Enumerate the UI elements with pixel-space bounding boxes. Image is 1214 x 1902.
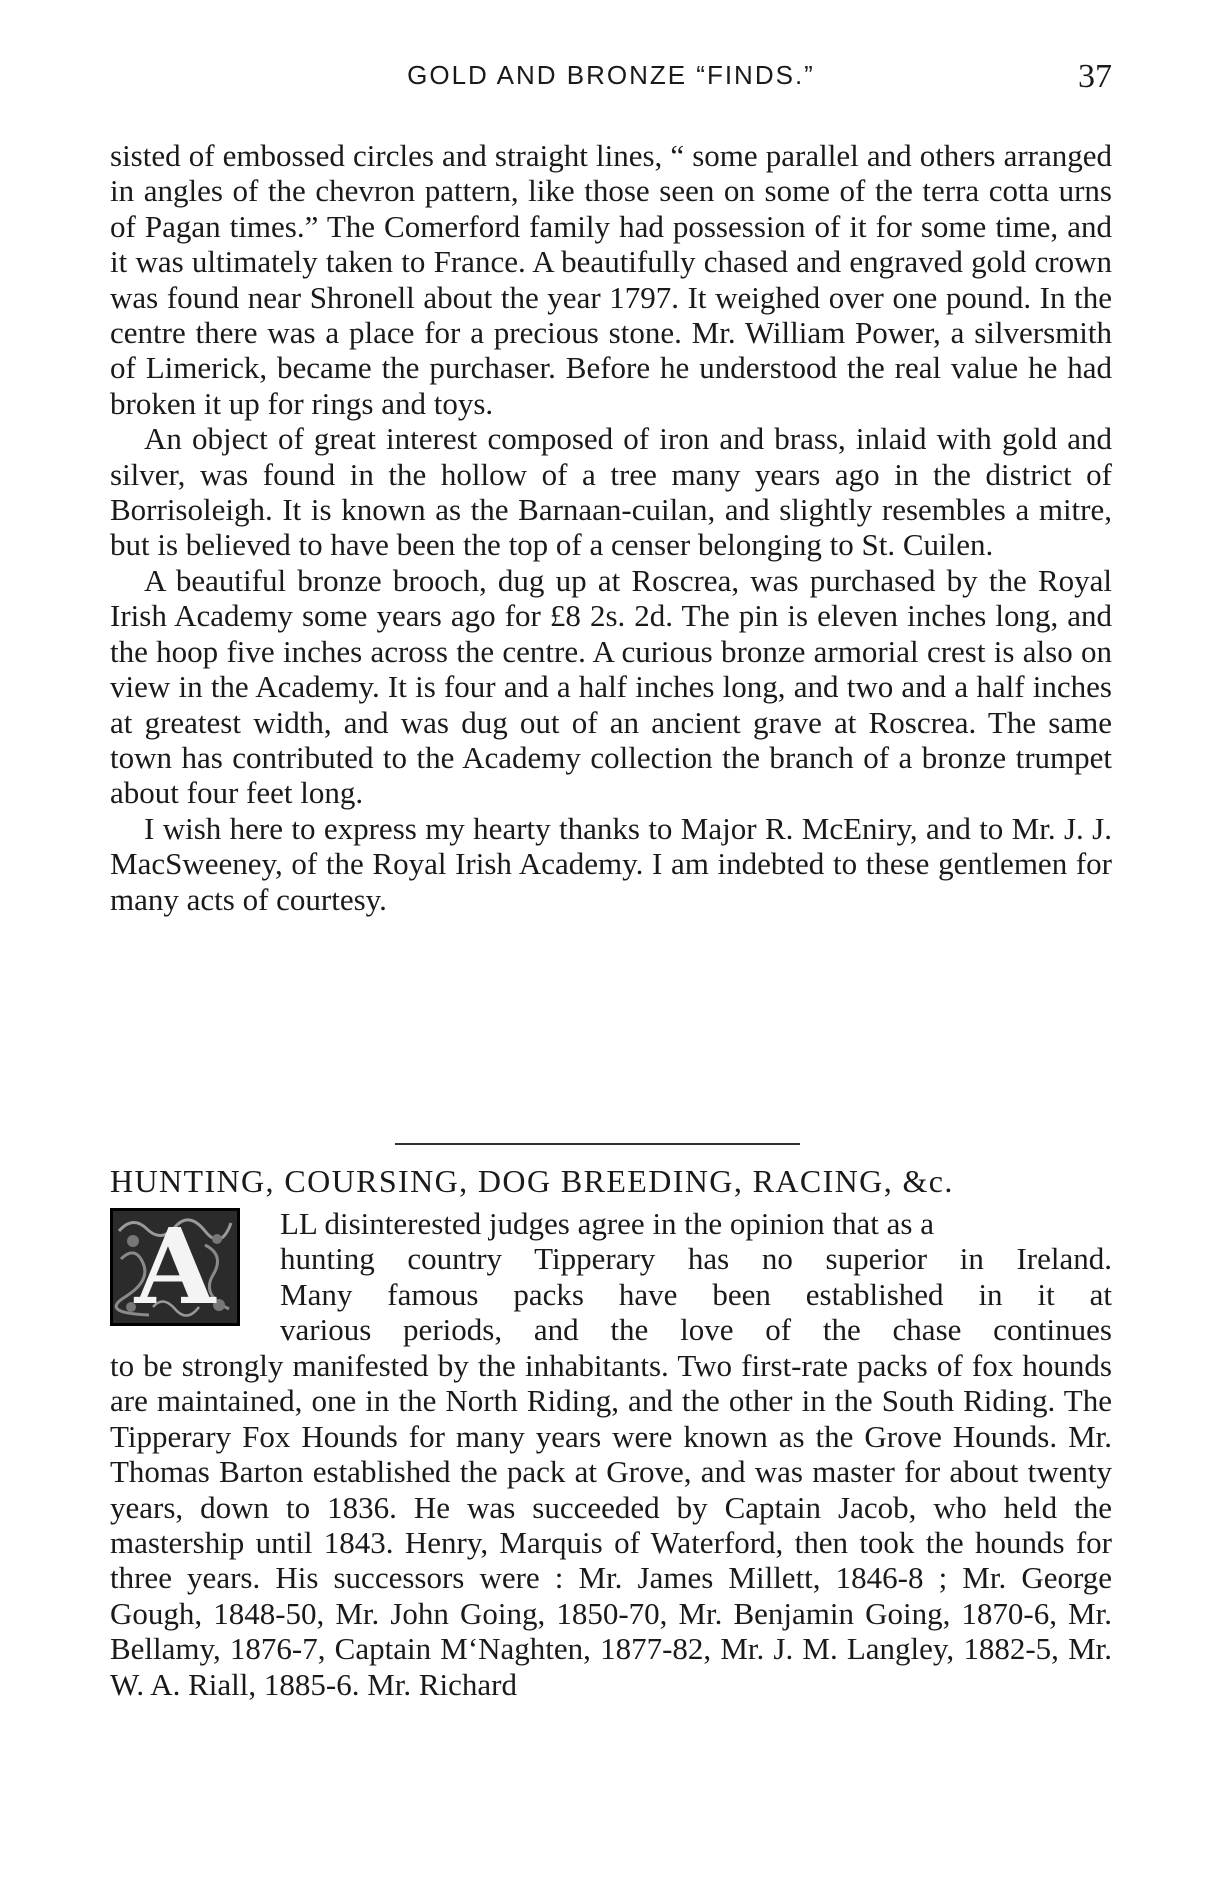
paragraph-acknowledgement: I wish here to express my hearty thanks to Major R. McEniry, and to Mr. J. J. MacSweeney, of the Royal Irish Academy. I am indebted to these gentlemen for many acts of courtesy. bbox=[110, 810, 1112, 917]
body-text bbox=[110, 138, 1112, 917]
section-heading: HUNTING, COURSING, DOG BREEDING, RACING, &c. bbox=[110, 1163, 954, 1199]
ornamental-dropcap bbox=[110, 1208, 240, 1326]
dropcap-lines bbox=[280, 1206, 1112, 1348]
section-divider bbox=[395, 1143, 800, 1145]
dropcap-line: Many famous packs have been established in it at bbox=[280, 1276, 1112, 1312]
paragraph-fox-hounds: to be strongly manifested by the inhabitants. Two first-rate packs of fox hounds are maintained, one in the North Riding, and the other in the South Riding. The Tipperary Fox Hounds for many years were known as the Grove Hounds. Mr. Thomas Barton established the pack at Grove, and was master for about twenty years, down to 1836. He was succeeded by Captain Jacob, who held the mastership until 1843. Henry, Marquis of Waterford, then took the hounds for three years. His successors were : Mr. James Millett, 1846-8 ; Mr. George Gough, 1848-50, Mr. John Going, 1850-70, Mr. Benjamin Going, 1870-6, Mr. Bellamy, 1876-7, Captain M‘Naghten, 1877-82, Mr. J. M. Langley, 1882-5, Mr. W. A. Riall, 1885-6. Mr. Richard bbox=[110, 1348, 1112, 1702]
page-number: 37 bbox=[1078, 58, 1112, 95]
paragraph-barnaan-cuilan: An object of great interest composed of iron and brass, inlaid with gold and silver, was found in the hollow of a tree many years ago in the district of Borrisoleigh. It is known as the Barnaan-cuilan, and slightly resembles a mitre, but is believed to have been the top of a censer belonging to St. Cuilen. bbox=[110, 421, 1112, 563]
running-title: GOLD AND BRONZE “FINDS.” bbox=[407, 60, 815, 90]
running-head bbox=[110, 58, 1112, 98]
dropcap-line: hunting country Tipperary has no superior in Ireland. bbox=[280, 1241, 1112, 1277]
book-page bbox=[110, 0, 1112, 1902]
paragraph-roscrea-brooch: A beautiful bronze brooch, dug up at Roscrea, was purchased by the Royal Irish Academy some years ago for £8 2s. 2d. The pin is eleven inches long, and the hoop five inches across the centre. A curious bronze armorial crest is also on view in the Academy. It is four and a half inches long, and two and a half inches at greatest width, and was dug out of an ancient grave at Roscrea. The same town has contributed to the Academy collection the branch of a bronze trumpet about four feet long. bbox=[110, 562, 1112, 811]
section-body bbox=[110, 1348, 1112, 1702]
dropcap-letter: A bbox=[134, 1208, 216, 1326]
dropcap-line: LL disinterested judges agree in the opinion that as a bbox=[280, 1206, 934, 1241]
dropcap-line: various periods, and the love of the chase continues bbox=[280, 1312, 1112, 1348]
paragraph-crown-find: sisted of embossed circles and straight lines, “ some parallel and others arranged in angles of the chevron pattern, like those seen on some of the terra cotta urns of Pagan times.” The Comerford family had possession of it for some time, and it was ultimately taken to France. A beautifully chased and engraved gold crown was found near Shronell about the year 1797. It weighed over one pound. In the centre there was a place for a precious stone. Mr. William Power, a silversmith of Limerick, became the purchaser. Before he understood the real value he had broken it up for rings and toys. bbox=[110, 138, 1112, 421]
